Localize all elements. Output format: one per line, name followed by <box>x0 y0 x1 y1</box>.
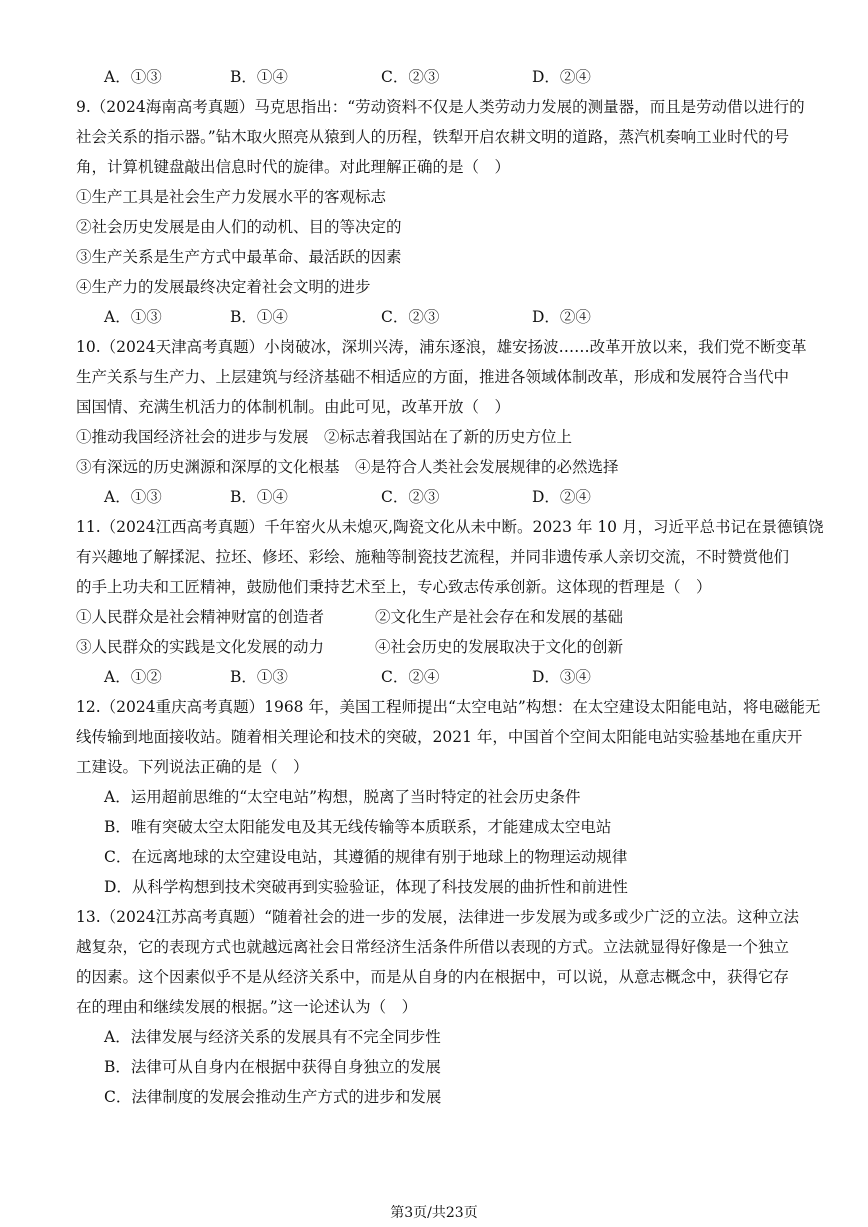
q10-choices <box>104 487 744 507</box>
choice-b[interactable]: B．①④ <box>230 488 288 506</box>
statement: ③生产关系是生产方式中最革命、最活跃的因素 <box>76 248 402 266</box>
statement: ①推动我国经济社会的进步与发展 ②标志着我国站在了新的历史方位上 <box>76 428 573 446</box>
option-a[interactable]: A．运用超前思维的“太空电站”构想，脱离了当时特定的社会历史条件 <box>104 788 581 806</box>
statement: ④社会历史的发展取决于文化的创新 <box>375 638 624 656</box>
question-text: 线传输到地面接收站。随着相关理论和技术的突破，2021 年，中国首个空间太阳能电站实验基地在重庆开 <box>76 728 803 746</box>
option-b[interactable]: B．唯有突破太空太阳能发电及其无线传输等本质联系，才能建成太空电站 <box>104 818 612 836</box>
question-text: 生产关系与生产力、上层建筑与经济基础不相适应的方面，推进各领域体制改革，形成和发展符合当代中 <box>76 368 790 386</box>
q11-choices <box>104 667 744 687</box>
question-text: 13.（2024江苏高考真题）“随着社会的进一步的发展，法律进一步发展为或多或少广泛的立法。这种立法 <box>76 908 800 926</box>
question-text: 角，计算机键盘敲出信息时代的旋律。对此理解正确的是（ ） <box>76 158 511 176</box>
statement: ②文化生产是社会存在和发展的基础 <box>375 608 624 626</box>
choice-d[interactable]: D．③④ <box>532 668 591 686</box>
option-d[interactable]: D．从科学构想到技术突破再到实验验证，体现了科技发展的曲折性和前进性 <box>104 878 628 896</box>
question-text: 10.（2024天津高考真题）小岗破冰，深圳兴涛，浦东逐浪，雄安扬波……改革开放以来，我们党不断变革 <box>76 338 807 356</box>
choice-c[interactable]: C．②③ <box>381 68 440 86</box>
option-b[interactable]: B．法律可从自身内在根据中获得自身独立的发展 <box>104 1058 441 1076</box>
choice-a[interactable]: A．①② <box>104 668 162 686</box>
question-text: 11.（2024江西高考真题）千年窑火从未熄灭,陶瓷文化从未中断。2023 年 10 月，习近平总书记在景德镇饶 <box>76 518 824 536</box>
statement: ②社会历史发展是由人们的动机、目的等决定的 <box>76 218 402 236</box>
question-text: 9.（2024海南高考真题）马克思指出：“劳动资料不仅是人类劳动力发展的测量器，而且是劳动借以进行的 <box>76 98 805 116</box>
question-text: 越复杂，它的表现方式也就越远离社会日常经济生活条件所借以表现的方式。立法就显得好像是一个独立 <box>76 938 790 956</box>
page-number: 第3页/共23页 <box>390 1205 478 1221</box>
question-text: 国国情、充满生机活力的体制机制。由此可见，改革开放（ ） <box>76 398 511 416</box>
option-c[interactable]: C．法律制度的发展会推动生产方式的进步和发展 <box>104 1088 442 1106</box>
q8-choices <box>104 67 744 87</box>
statement: ③有深远的历史渊源和深厚的文化根基 ④是符合人类社会发展规律的必然选择 <box>76 458 619 476</box>
option-a[interactable]: A．法律发展与经济关系的发展具有不完全同步性 <box>104 1028 441 1046</box>
statement: ①生产工具是社会生产力发展水平的客观标志 <box>76 188 387 206</box>
choice-b[interactable]: B．①④ <box>230 308 288 326</box>
question-text: 有兴趣地了解揉泥、拉坯、修坯、彩绘、施釉等制瓷技艺流程，并同非遗传承人亲切交流，不时赞赏他们 <box>76 548 790 566</box>
choice-d[interactable]: D．②④ <box>532 488 591 506</box>
statement: ③人民群众的实践是文化发展的动力 <box>76 638 325 656</box>
question-text: 工建设。下列说法正确的是（ ） <box>76 758 309 776</box>
choice-d[interactable]: D．②④ <box>532 68 591 86</box>
choice-b[interactable]: B．①④ <box>230 68 288 86</box>
choice-a[interactable]: A．①③ <box>104 68 162 86</box>
choice-c[interactable]: C．②④ <box>381 668 440 686</box>
choice-a[interactable]: A．①③ <box>104 488 162 506</box>
statement: ④生产力的发展最终决定着社会文明的进步 <box>76 278 371 296</box>
option-c[interactable]: C．在远离地球的太空建设电站，其遵循的规律有别于地球上的物理运动规律 <box>104 848 628 866</box>
choice-c[interactable]: C．②③ <box>381 488 440 506</box>
statement: ①人民群众是社会精神财富的创造者 <box>76 608 325 626</box>
question-text: 社会关系的指示器。”钻木取火照亮从猿到人的历程，铁犁开启农耕文明的道路，蒸汽机奏响工业时代的号 <box>76 128 790 146</box>
question-text: 的因素。这个因素似乎不是从经济关系中，而是从自身的内在根据中，可以说，从意志概念中，获得它存 <box>76 968 790 986</box>
choice-b[interactable]: B．①③ <box>230 668 288 686</box>
question-text: 的手上功夫和工匠精神，鼓励他们秉持艺术至上，专心致志传承创新。这体现的哲理是（ ） <box>76 578 712 596</box>
choice-d[interactable]: D．②④ <box>532 308 591 326</box>
question-text: 12.（2024重庆高考真题）1968 年，美国工程师提出“太空电站”构想：在太空建设太阳能电站，将电磁能无 <box>76 698 821 716</box>
choice-c[interactable]: C．②③ <box>381 308 440 326</box>
choice-a[interactable]: A．①③ <box>104 308 162 326</box>
q9-choices <box>104 307 744 327</box>
question-text: 在的理由和继续发展的根据。”这一论述认为（ ） <box>76 998 418 1016</box>
